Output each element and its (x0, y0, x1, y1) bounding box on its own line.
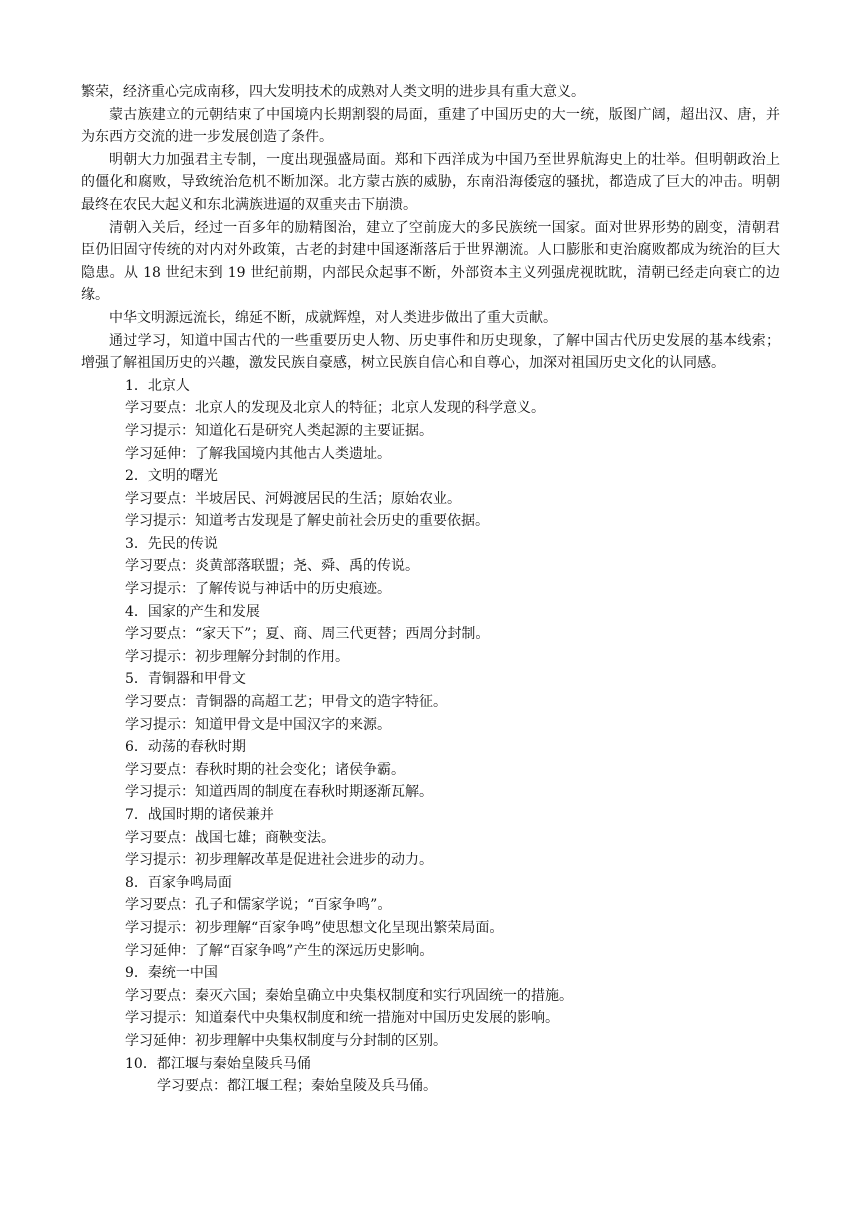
topic-heading: 2．文明的曙光 (125, 468, 218, 485)
topic-point: 学习要点：炎黄部落联盟；尧、舜、禹的传说。 (125, 558, 419, 575)
topic-extension: 学习延伸：了解“百家争鸣”产生的深远历史影响。 (125, 942, 434, 959)
topic-heading: 6．动荡的春秋时期 (125, 739, 246, 756)
topic-outline (81, 375, 780, 1098)
topic-hint: 学习提示：知道秦代中央集权制度和统一措施对中国历史发展的影响。 (125, 1010, 559, 1027)
topic-hint: 学习提示：了解传说与神话中的历史痕迹。 (125, 581, 391, 598)
topic-heading: 4．国家的产生和发展 (125, 603, 260, 620)
paragraph-ming-dynasty: 明朝大力加强君主专制，一度出现强盛局面。郑和下西洋成为中国乃至世界航海史上的壮举。但明朝政治上的僵化和腐败，导致统治危机不断加深。北方蒙古族的威胁，东南沿海倭寇的骚扰，都造成了巨大的冲击。明朝最终在农民大起义和东北满族进逼的双重夹击下崩溃。 (81, 151, 780, 213)
topic-point: 学习要点：春秋时期的社会变化；诸侯争霸。 (125, 761, 405, 778)
topic-point: 学习要点：孔子和儒家学说；“百家争鸣”。 (125, 897, 392, 914)
topic-hint: 学习提示：知道西周的制度在春秋时期逐渐瓦解。 (125, 784, 433, 801)
topic-heading: 10．都江堰与秦始皇陵兵马俑 (125, 1055, 311, 1072)
topic-heading: 5．青铜器和甲骨文 (125, 671, 246, 688)
paragraph-yuan-dynasty: 蒙古族建立的元朝结束了中国境内长期割裂的局面，重建了中国历史的大一统，版图广阔，超出汉、唐，并为东西方交流的进一步发展创造了条件。 (81, 106, 780, 146)
topic-heading: 1．北京人 (125, 377, 190, 394)
topic-hint: 学习提示：初步理解分封制的作用。 (125, 648, 349, 665)
paragraph-civilization-summary: 中华文明源远流长，绵延不断，成就辉煌，对人类进步做出了重大贡献。 (109, 309, 557, 326)
topic-point: 学习要点：北京人的发现及北京人的特征；北京人发现的科学意义。 (125, 400, 545, 417)
topic-point: 学习要点：“家天下”；夏、商、周三代更替；西周分封制。 (125, 626, 490, 643)
topic-hint: 学习提示：知道化石是研究人类起源的主要证据。 (125, 422, 433, 439)
topic-extension: 学习延伸：初步理解中央集权制度与分封制的区别。 (125, 1032, 447, 1049)
topic-point: 学习要点：都江堰工程；秦始皇陵及兵马俑。 (157, 1078, 437, 1095)
topic-heading: 9．秦统一中国 (125, 965, 218, 982)
topic-hint: 学习提示：初步理解改革是促进社会进步的动力。 (125, 852, 433, 869)
topic-hint: 学习提示：知道甲骨文是中国汉字的来源。 (125, 716, 391, 733)
topic-hint: 学习提示：初步理解“百家争鸣”使思想文化呈现出繁荣局面。 (125, 919, 504, 936)
topic-point: 学习要点：秦灭六国；秦始皇确立中央集权制度和实行巩固统一的措施。 (125, 987, 573, 1004)
topic-point: 学习要点：战国七雄；商鞅变法。 (125, 829, 335, 846)
paragraph-song-continuation: 繁荣，经济重心完成南移，四大发明技术的成熟对人类文明的进步具有重大意义。 (81, 84, 585, 100)
paragraph-learning-goals: 通过学习，知道中国古代的一些重要历史人物、历史事件和历史现象，了解中国古代历史发展的基本线索；增强了解祖国历史的兴趣，激发民族自豪感，树立民族自信心和自尊心，加深对祖国历史文化的认同感。 (81, 332, 780, 372)
topic-hint: 学习提示：知道考古发现是了解史前社会历史的重要依据。 (125, 513, 489, 530)
topic-point: 学习要点：半坡居民、河姆渡居民的生活；原始农业。 (125, 490, 461, 507)
topic-extension: 学习延伸：了解我国境内其他古人类遗址。 (125, 445, 391, 462)
topic-heading: 7．战国时期的诸侯兼并 (125, 807, 274, 823)
topic-heading: 8．百家争鸣局面 (125, 874, 232, 891)
topic-heading: 3．先民的传说 (125, 535, 218, 552)
paragraph-qing-dynasty: 清朝入关后，经过一百多年的励精图治，建立了空前庞大的多民族统一国家。面对世界形势的剧变，清朝君臣仍旧固守传统的对内对外政策，古老的封建中国逐渐落后于世界潮流。人口膨胀和吏治腐败都成为统治的巨大隐患。从 18 世纪末到 19 世纪前期，内部民众起事不断，外部资本主义列强虎视眈眈，清朝已经走向衰亡的边缘。 (81, 219, 780, 304)
topic-point: 学习要点：青铜器的高超工艺；甲骨文的造字特征。 (125, 694, 447, 711)
